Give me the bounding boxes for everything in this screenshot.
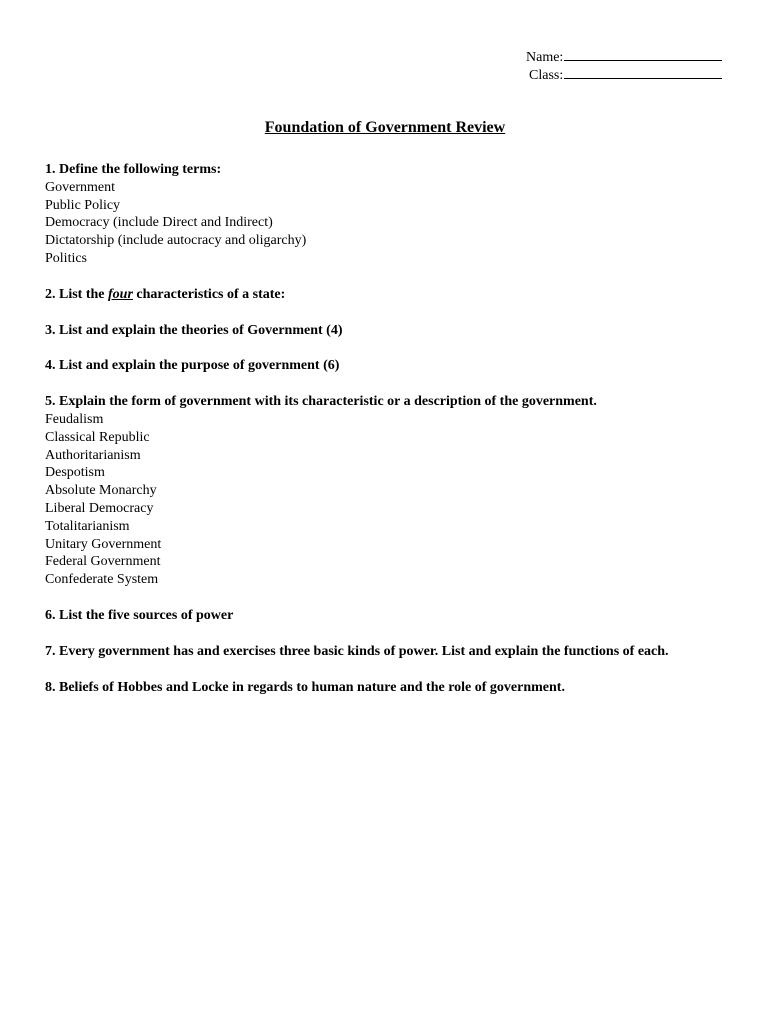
question-5: 5. Explain the form of government with its characteristic or a description of the government. [45, 394, 597, 410]
question-2 [45, 286, 745, 304]
government-form-item: Absolute Monarchy [45, 483, 157, 499]
class-field [526, 65, 726, 83]
question-1: 1. Define the following terms: [45, 162, 222, 177]
name-blank-line [564, 47, 722, 61]
questions-list [45, 161, 745, 696]
question-3: 3. List and explain the theories of Government (4) [45, 322, 343, 338]
question-4: 4. List and explain the purpose of government (6) [45, 358, 340, 374]
term-item: Government [45, 179, 115, 195]
question-2-emphasis: four [108, 286, 133, 302]
spacer [45, 339, 745, 357]
term-item: Dictatorship (include autocracy and oligarchy) [45, 233, 307, 249]
spacer [45, 304, 745, 322]
government-form-item: Federal Government [45, 554, 161, 570]
government-form-item: Classical Republic [45, 429, 150, 445]
government-form-item: Liberal Democracy [45, 500, 154, 516]
government-form-item: Despotism [45, 465, 105, 481]
question-7: 7. Every government has and exercises three basic kinds of power. List and explain the functions of each. [45, 643, 669, 659]
class-label: Class: [529, 68, 564, 83]
government-form-item: Confederate System [45, 572, 159, 588]
spacer [45, 268, 745, 286]
name-label: Name: [526, 50, 564, 65]
page-title: Foundation of Government Review [264, 119, 506, 136]
government-form-item: Authoritarianism [45, 447, 141, 463]
question-2-suffix: characteristics of a state: [132, 286, 286, 302]
government-form-item: Totalitarianism [45, 518, 130, 534]
spacer [45, 661, 745, 679]
spacer [45, 589, 745, 607]
spacer [45, 625, 745, 643]
term-item: Democracy (include Direct and Indirect) [45, 215, 273, 231]
class-blank-line [564, 65, 722, 79]
government-form-item: Unitary Government [45, 536, 162, 552]
header-fields [526, 47, 726, 83]
term-item: Politics [45, 250, 88, 266]
question-8: 8. Beliefs of Hobbes and Locke in regards to human nature and the role of government. [45, 679, 565, 695]
term-item: Public Policy [45, 197, 121, 213]
question-2-prefix: 2. List the [45, 286, 108, 302]
spacer [45, 375, 745, 393]
question-6: 6. List the five sources of power [45, 607, 234, 623]
name-field [526, 47, 726, 65]
government-form-item: Feudalism [45, 411, 104, 427]
